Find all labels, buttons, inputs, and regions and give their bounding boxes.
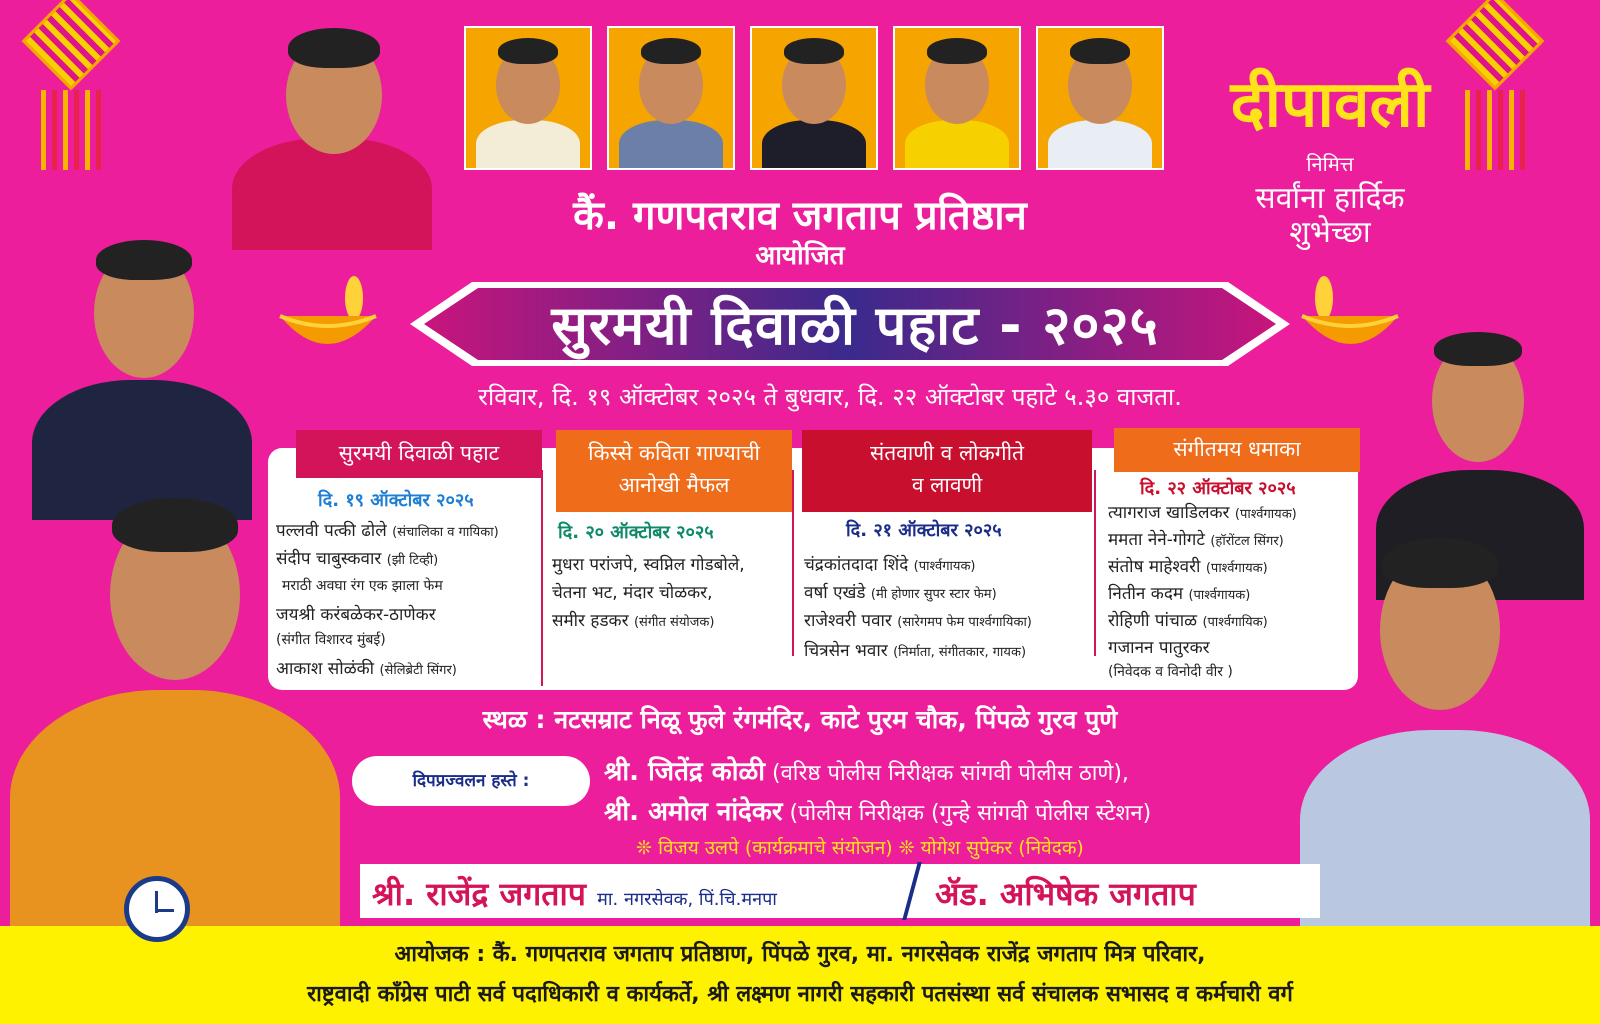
program-4-artist: रोहिणी पांचाळ (पार्श्वगायिक) [1108,611,1268,631]
credits-line: ❊ विजय उलपे (कार्यक्रमाचे संयोजन) ❊ योगेश सुपेकर (निवेदक) [636,837,1084,859]
greeting-line-3: शुभेच्छा [1289,215,1371,250]
program-4-title: संगीतमय धमाका [1114,428,1360,472]
host-2: ॲड. अभिषेक जगताप [935,875,1196,913]
lantern-right-icon [1456,6,1534,170]
program-1-artist: आकाश सोळंकी (सेलिब्रेटी सिंगर) [276,659,457,679]
program-1-artist-note: मराठी अवघा रंग एक झाला फेम [282,578,443,594]
program-4-date: दि. २२ ऑक्टोबर २०२५ [1140,478,1296,499]
column-divider [541,470,543,686]
program-2-title: किस्से कविता गाण्याची आनोखी मैफल [556,430,792,512]
program-2-artist: समीर हडकर (संगीत संयोजक) [552,611,715,631]
organization-name: कैं. गणपतराव जगताप प्रतिष्ठान [573,193,1027,239]
program-3-artist: वर्षा एखंडे (मी होणार सुपर स्टार फेम) [804,583,997,603]
program-2-date: दि. २० ऑक्टोबर २०२५ [558,522,714,543]
portrait-2 [607,26,735,170]
program-2-artist: मुधरा परांजपे, स्वप्निल गोडबोले, [552,555,745,575]
portrait-4 [893,26,1021,170]
lamp-lighting-label: दिपप्रज्वलन हस्ते : [412,771,530,791]
venue-text: स्थळ : नटसम्राट निळू फुले रंगमंदिर, काटे पुरम चौक, पिंपळे गुरव पुणे [482,705,1118,734]
portrait-3 [750,26,878,170]
program-3-title: संतवाणी व लोकगीते व लावणी [802,430,1092,512]
program-1-artist: पल्लवी पत्की ढोले (संचालिका व गायिका) [276,521,499,541]
program-2-artist: चेतना भट, मंदार चोळकर, [552,583,713,603]
program-3-artist: चंद्रकांतदादा शिंदे (पार्श्वगायक) [804,555,976,575]
greeting-line-1: निमित्त [1306,152,1354,176]
greeting-line-2: सर्वांना हार्दिक [1255,181,1405,216]
party-clock-logo-icon [124,876,190,942]
program-4-artist: संतोष माहेश्वरी (पार्श्वगायक) [1108,557,1268,577]
column-divider [1094,470,1096,656]
chief-guest-2: श्री. अमोल नांदेकर (पोलीस निरीक्षक (गुन्हे सांगवी पोलीस स्टेशन) [604,797,1152,827]
program-4-artist: त्यागराज खाडिलकर (पार्श्वगायक) [1108,503,1297,523]
organizers-line-2: राष्ट्रवादी काँग्रेस पाटी सर्व पदाधिकारी व कार्यकर्ते, श्री लक्ष्मण नागरी सहकारी पतसंस्था सर्व संचालक सभासद व कर्मचारी वर्ग [307,982,1293,1007]
program-3-date: दि. २१ ऑक्टोबर २०२५ [846,520,1002,541]
program-3-artist: चित्रसेन भवार (निर्माता, संगीतकार, गायक) [804,641,1027,661]
leader-photo-top-left [222,18,446,250]
host-1: श्री. राजेंद्र जगताप मा. नगरसेवक, पिं.चि.मनपा [372,875,777,913]
program-1-title: सुरमयी दिवाळी पहाट [296,430,542,478]
deepavali-title: दीपावली [1230,68,1430,142]
chief-guest-1: श्री. जितेंद्र कोळी (वरिष्ठ पोलीस निरीक्षक सांगवी पोलीस ठाणे), [604,757,1129,787]
lantern-left-icon [32,6,110,170]
event-date-line: रविवार, दि. १९ ऑक्टोबर २०२५ ते बुधवार, दि. २२ ऑक्टोबर पहाटे ५.३० वाजता. [478,383,1182,411]
event-title: सुरमयी दिवाळी पहाट - २०२५ [551,294,1159,357]
program-3-artist: राजेश्वरी पवार (सारेगमप फेम पार्श्वगायिका) [804,611,1032,631]
program-4-artist: नितीन कदम (पार्श्वगायक) [1108,584,1251,604]
program-1-artist: जयश्री करंबळेकर-ठाणेकर [276,605,436,625]
organized-label: आयोजित [755,241,845,271]
program-4-artist-note: (निवेदक व विनोदी वीर ) [1108,664,1233,680]
leader-photo-left-upper [22,240,262,520]
program-1-artist: संदीप चाबुस्कवार (झी टिव्ही) [276,549,439,569]
program-1-date: दि. १९ ऑक्टोबर २०२५ [318,490,474,511]
diya-left-icon [272,272,382,364]
program-4-artist: ममता नेने-गोगटे (हॉरोंटल सिंगर) [1108,530,1284,550]
organizers-line-1: आयोजक : कैं. गणपतराव जगताप प्रतिष्ठाण, पिंपळे गुरव, मा. नगरसेवक राजेंद्र जगताप मित्र परिवार, [394,942,1206,967]
column-divider [792,470,794,656]
program-4-artist: गजानन पातुरकर [1108,638,1210,658]
portrait-1 [464,26,592,170]
portrait-5 [1036,26,1164,170]
program-1-artist-note: (संगीत विशारद मुंबई) [276,632,386,648]
